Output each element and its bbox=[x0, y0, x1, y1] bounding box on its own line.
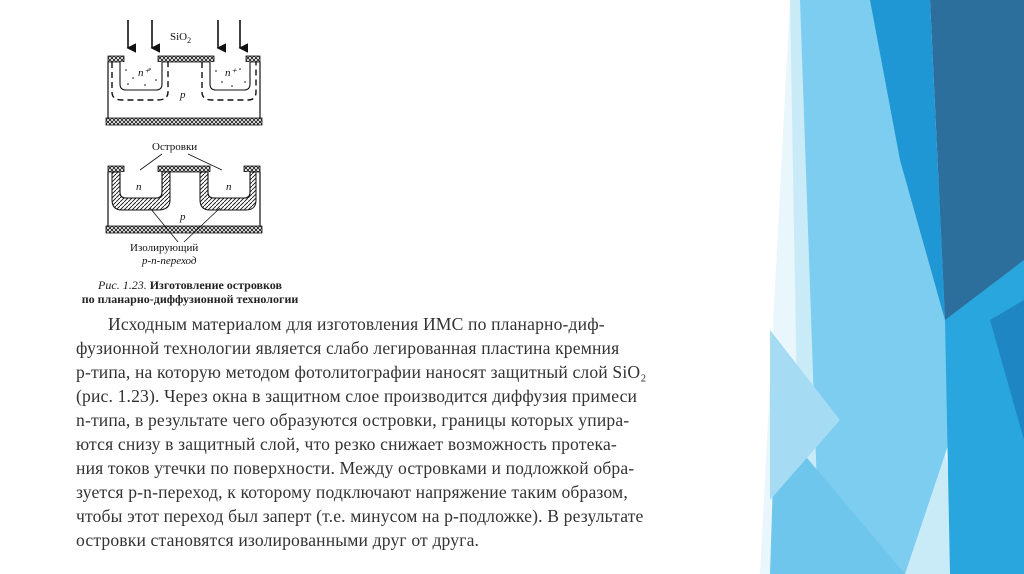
oxide-mask bbox=[108, 56, 124, 62]
islands-label: Островки bbox=[152, 141, 198, 153]
n-plus-label: n⁺ bbox=[225, 67, 237, 79]
paragraph-line: чтобы этот переход был заперт (т.е. минусом на p-подложке). В результате bbox=[76, 506, 644, 526]
paragraph-line: островки становятся изолированными друг от друга. bbox=[76, 530, 480, 550]
oxide-mask bbox=[158, 166, 210, 172]
oxide-mask bbox=[244, 166, 260, 172]
figure-caption bbox=[40, 278, 340, 306]
paragraph-line: фузионной технологии является слабо легированная пластина кремния bbox=[76, 338, 620, 358]
p-label: p bbox=[180, 211, 186, 223]
n-plus-label: n⁺ bbox=[138, 67, 150, 79]
paragraph-line: (рис. 1.23). Через окна в защитном слое производится диффузия примеси bbox=[76, 386, 638, 406]
paragraph-line: Исходным материалом для изготовления ИМС по планарно-диф- bbox=[108, 314, 605, 334]
paragraph-line: n-типа, в результате чего образуются островки, границы которых упира- bbox=[76, 410, 630, 430]
bottom-oxide bbox=[106, 118, 262, 125]
paragraph-line: ния токов утечки по поверхности. Между островками и подложкой обра- bbox=[76, 458, 635, 478]
figure-number: Рис. 1.23. bbox=[98, 278, 147, 292]
paragraph-line: ются снизу в защитный слой, что резко снижает возможность протека- bbox=[76, 434, 617, 454]
isolating-junction-label: Изолирующий bbox=[130, 242, 199, 254]
caption-title-line1: Изготовление островков bbox=[149, 278, 282, 292]
paragraph-line: p-типа, на которую методом фотолитографии наносят защитный слой SiO₂ bbox=[76, 362, 647, 382]
caption-title-line2: по планарно-диффузионной технологии bbox=[81, 292, 299, 306]
diagram-top bbox=[106, 20, 262, 125]
p-label: p bbox=[180, 89, 186, 101]
oxide-mask bbox=[108, 166, 124, 172]
diagram-bottom bbox=[106, 141, 262, 267]
pn-junction-label: p-n-переход bbox=[142, 255, 197, 267]
n-label: n bbox=[226, 181, 232, 193]
oxide-mask bbox=[246, 56, 260, 62]
bottom-oxide bbox=[106, 226, 262, 233]
paragraph-line: зуется p-n-переход, к которому подключают напряжение таким образом, bbox=[76, 482, 628, 502]
fabrication-diagram bbox=[100, 14, 320, 274]
n-label: n bbox=[136, 181, 142, 193]
sio2-label: SiO$_2$ bbox=[170, 31, 192, 45]
body-paragraph bbox=[76, 312, 756, 552]
oxide-mask bbox=[158, 56, 214, 62]
